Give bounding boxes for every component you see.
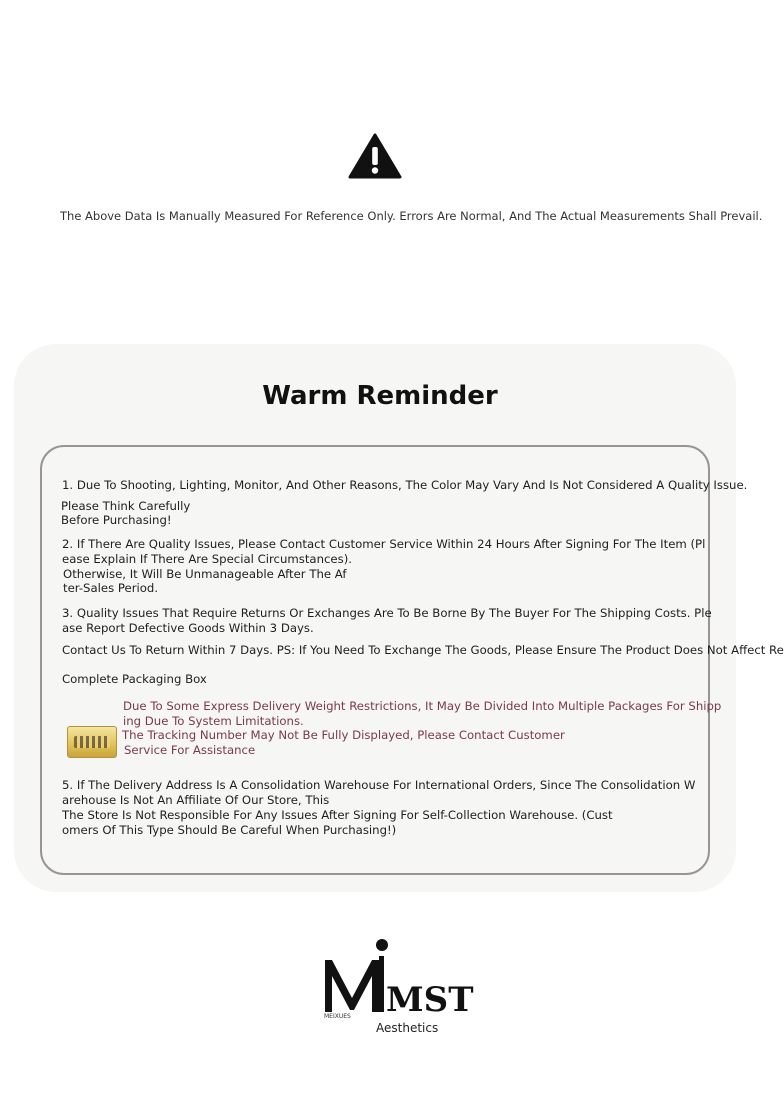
- reminder-line: Please Think Carefully: [61, 499, 191, 513]
- reminder-line: ase Report Defective Goods Within 3 Days.: [62, 621, 314, 635]
- reminder-line: ease Explain If There Are Special Circumstances).: [62, 552, 352, 566]
- reminder-line: omers Of This Type Should Be Careful When Purchasing!): [62, 823, 397, 837]
- logo-small-text: MEIXUES: [324, 1013, 351, 1020]
- reminder-line: 1. Due To Shooting, Lighting, Monitor, And Other Reasons, The Color May Vary And Is Not Considered A Quality Issue.: [62, 478, 748, 492]
- reminder-line: Contact Us To Return Within 7 Days. PS: If You Need To Exchange The Goods, Please Ensure The Product Does Not Affect Re: [62, 643, 784, 657]
- logo-mark: MST: [386, 980, 474, 1020]
- reminder-line: 5. If The Delivery Address Is A Consolidation Warehouse For International Orders, Since The Consolidation W: [62, 778, 696, 792]
- reminder-line: The Store Is Not Responsible For Any Issues After Signing For Self-Collection Warehouse. (Cust: [62, 808, 613, 822]
- reminder-line-highlight: ing Due To System Limitations.: [123, 714, 304, 728]
- warm-reminder-title: Warm Reminder: [262, 381, 498, 411]
- reminder-line: Otherwise, It Will Be Unmanageable After The Af: [63, 567, 347, 581]
- reminder-line: 2. If There Are Quality Issues, Please Contact Customer Service Within 24 Hours After Signing For The Item (Pl: [62, 537, 706, 551]
- reminder-line: Before Purchasing!: [61, 513, 172, 527]
- warning-triangle-icon: [348, 133, 402, 179]
- reminder-line: Complete Packaging Box: [62, 672, 207, 686]
- reminder-line-highlight: The Tracking Number May Not Be Fully Displayed, Please Contact Customer: [122, 728, 565, 742]
- reminder-line: arehouse Is Not An Affiliate Of Our Store, This: [62, 793, 330, 807]
- packages-thumbnail: [67, 726, 117, 758]
- reminder-line-highlight: Due To Some Express Delivery Weight Restrictions, It May Be Divided Into Multiple Packages For Shipp: [123, 699, 722, 713]
- measurement-disclaimer: The Above Data Is Manually Measured For Reference Only. Errors Are Normal, And The Actual Measurements Shall Prevail.: [60, 209, 763, 223]
- reminder-line: ter-Sales Period.: [63, 581, 159, 595]
- reminder-line: 3. Quality Issues That Require Returns Or Exchanges Are To Be Borne By The Buyer For The Shipping Costs. Ple: [62, 606, 712, 620]
- brand-logo: [322, 936, 474, 1020]
- reminder-line-highlight: Service For Assistance: [124, 743, 256, 757]
- logo-caption: Aesthetics: [376, 1021, 439, 1035]
